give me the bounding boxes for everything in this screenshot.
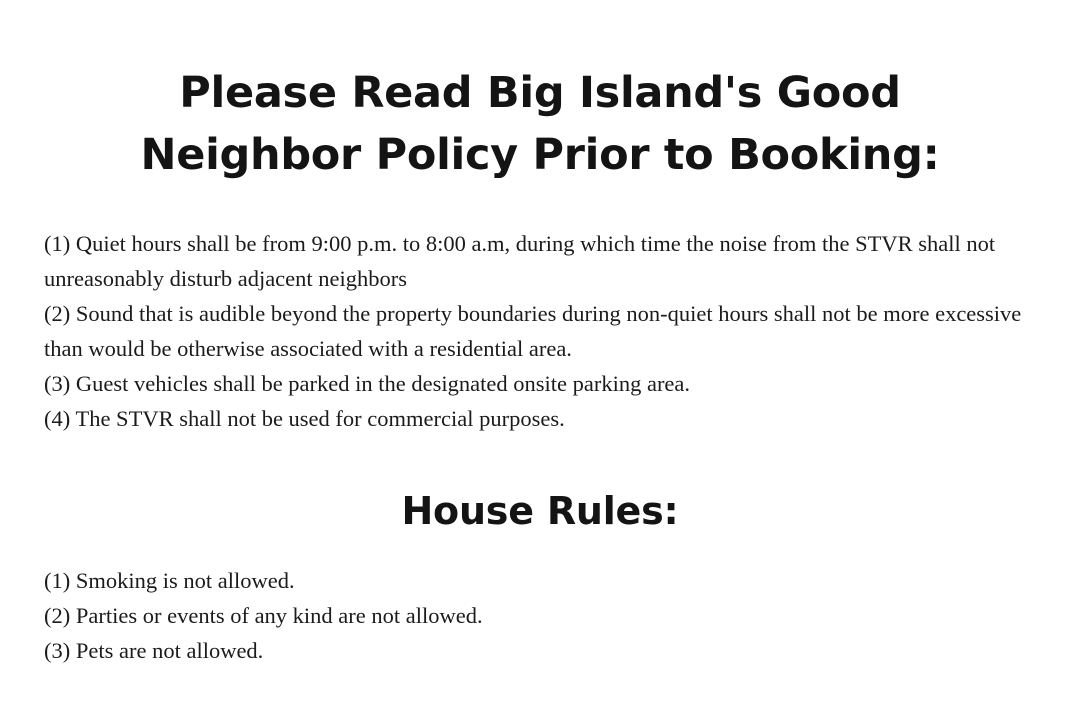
house-rule-item-1: (1) Smoking is not allowed. [44,568,295,594]
house-rule-item-2: (2) Parties or events of any kind are not allowed. [44,603,483,629]
policy-item-2: (2) Sound that is audible beyond the property boundaries during non-quiet hours shall not be more excessive than would be otherwise associated with a residential area. [44,300,1022,361]
house-rules-heading: House Rules: [401,488,679,533]
house-rule-item-3: (3) Pets are not allowed. [44,638,264,664]
policy-item-4: (4) The STVR shall not be used for commercial purposes. [44,405,565,431]
page-title: Please Read Big Island's Good Neighbor Policy Prior to Booking: [140,68,940,181]
good-neighbor-policy-list [44,227,1036,437]
policy-item-3: (3) Guest vehicles shall be parked in the designated onsite parking area. [44,370,691,396]
house-rules-list [44,564,1036,669]
policy-item-1: (1) Quiet hours shall be from 9:00 p.m. to 8:00 a.m, during which time the noise from the STVR shall not unreasonably disturb adjacent neighbors [44,230,996,291]
